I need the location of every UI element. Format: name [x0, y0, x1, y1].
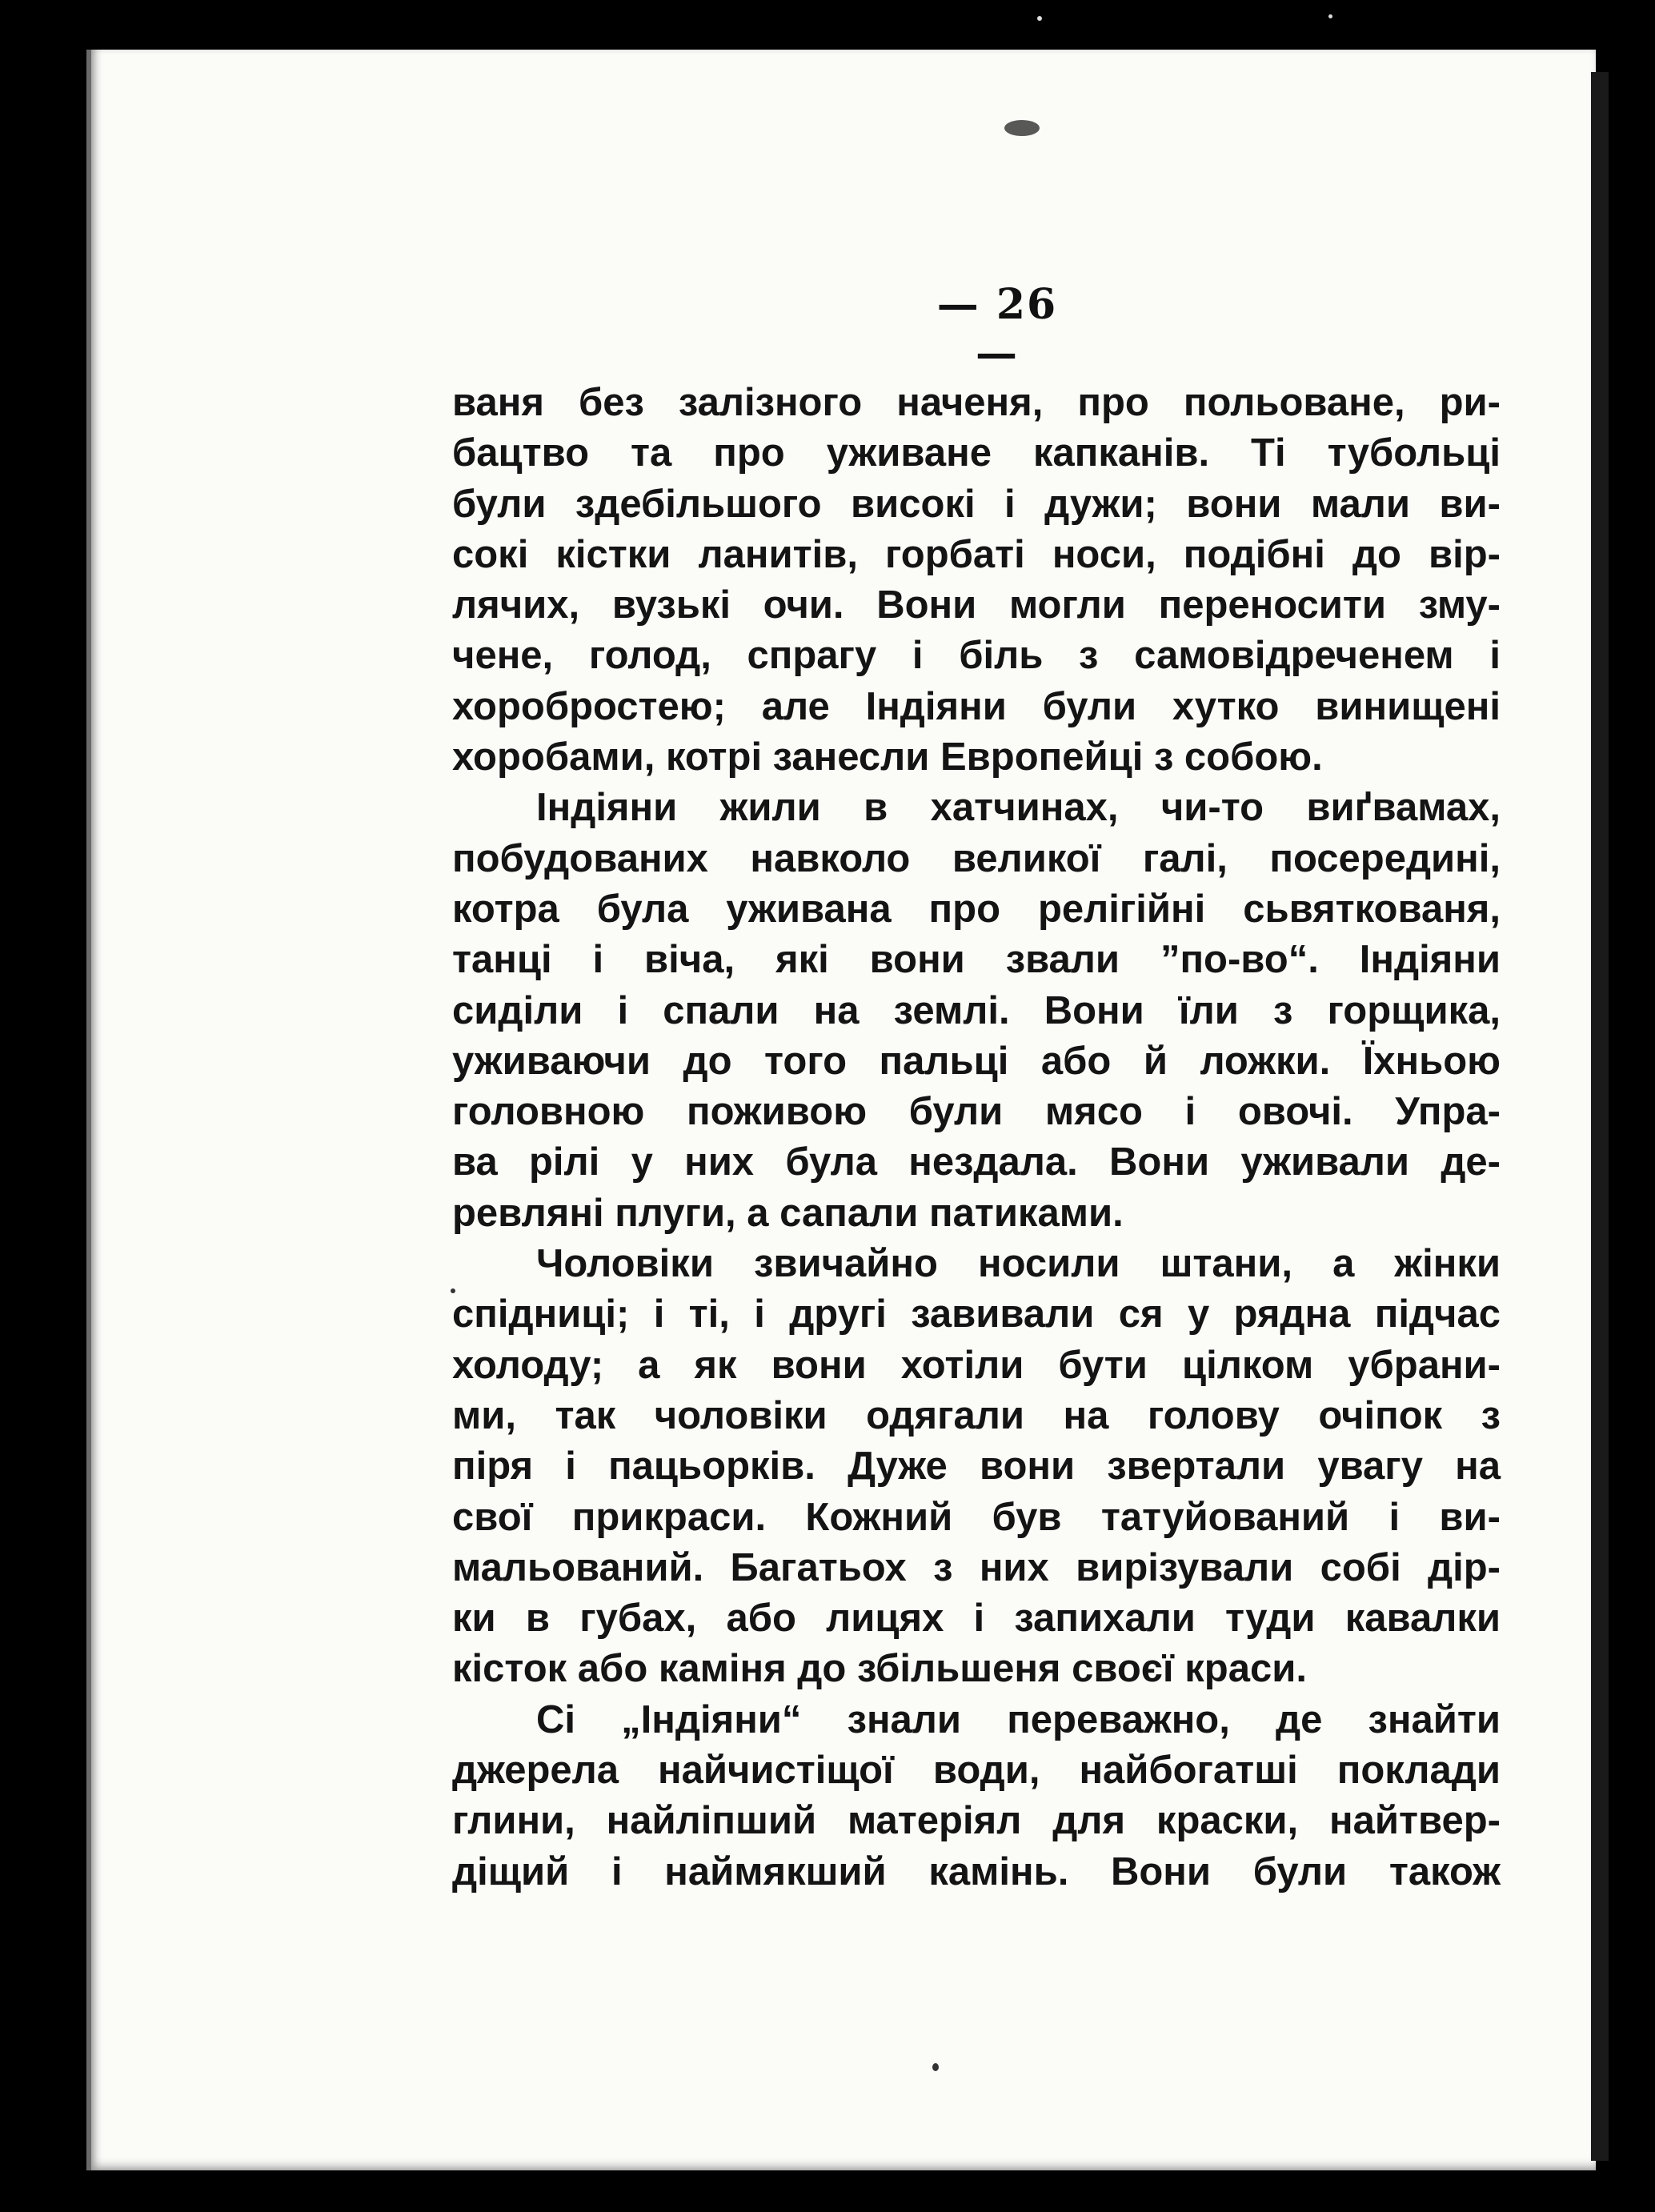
text-line: ва рілі у них була нездала. Вони уживали де- — [452, 1140, 1501, 1184]
text-line: хоробами, котрі занесли Европейці з собою. — [452, 735, 1323, 779]
text-line: хоробростею; але Індіяни були хутко винищені — [452, 684, 1501, 728]
page-number: — 26 — — [936, 280, 1058, 378]
text-line: чене, голод, спрагу і біль з самовідреченем і — [452, 634, 1501, 678]
text-line: джерела найчистіщої води, найбогатші поклади — [452, 1749, 1501, 1793]
text-line: кісток або каміня до збільшеня своєї краси. — [452, 1647, 1307, 1691]
speck-mark — [932, 2063, 939, 2071]
text-line: були здебільшого високі і дужи; вони мали ви- — [452, 482, 1501, 526]
text-line: піря і пацьорків. Дуже вони звертали увагу на — [452, 1445, 1501, 1489]
text-line: свої прикраси. Кожний був татуйований і ви- — [452, 1495, 1501, 1539]
text-line: уживаючи до того пальці або й ложки. Їхньою — [452, 1039, 1501, 1083]
text-line: глини, найліпший матеріял для краски, найтвер- — [452, 1799, 1501, 1843]
text-line: Чоловіки звичайно носили штани, а жінки — [536, 1242, 1501, 1286]
text-line: лячих, вузькі очи. Вони могли переносити зму- — [452, 583, 1501, 627]
speck-mark — [1037, 16, 1042, 21]
text-line: котра була уживана про релігійні сьвяткованя, — [452, 887, 1501, 931]
text-line: Сі „Індіяни“ знали переважно, де знайти — [536, 1697, 1501, 1741]
text-line: побудованих навколо великої галі, посередині, — [452, 836, 1501, 880]
text-line: бацтво та про уживане капканів. Ті тубольці — [452, 431, 1501, 475]
book-spine-edge — [1591, 72, 1609, 2161]
text-line: ми, так чоловіки одягали на голову очіпок з — [452, 1393, 1501, 1437]
speck-mark — [1328, 14, 1332, 18]
text-line: головною поживою були мясо і овочі. Упра- — [452, 1090, 1501, 1134]
text-line: Індіяни жили в хатчинах, чи-то виґвамах, — [536, 786, 1501, 830]
text-line: мальований. Багатьох з них вирізували собі дір- — [452, 1545, 1501, 1589]
text-line: спідниці; і ті, і другі завивали ся у рядна підчас — [452, 1292, 1501, 1336]
page-body-text — [452, 378, 1501, 1897]
text-line: ваня без залізного наченя, про польоване, ри- — [452, 381, 1501, 424]
text-line: танці і віча, які вони звали ”по-во“. Індіяни — [452, 938, 1501, 982]
text-line: діщий і наймякший камінь. Вони були також — [452, 1849, 1501, 1893]
text-line: холоду; а як вони хотіли бути цілком убрани- — [452, 1343, 1501, 1387]
text-line: сиділи і спали на землі. Вони їли з горщика, — [452, 988, 1501, 1032]
ink-blot-mark — [1004, 120, 1040, 136]
text-line: ревляні плуги, а сапали патиками. — [452, 1191, 1124, 1235]
text-line: сокі кістки ланитів, горбаті носи, подібні до вір- — [452, 532, 1501, 576]
text-line: ки в губах, або лицях і запихали туди кавалки — [452, 1597, 1501, 1641]
